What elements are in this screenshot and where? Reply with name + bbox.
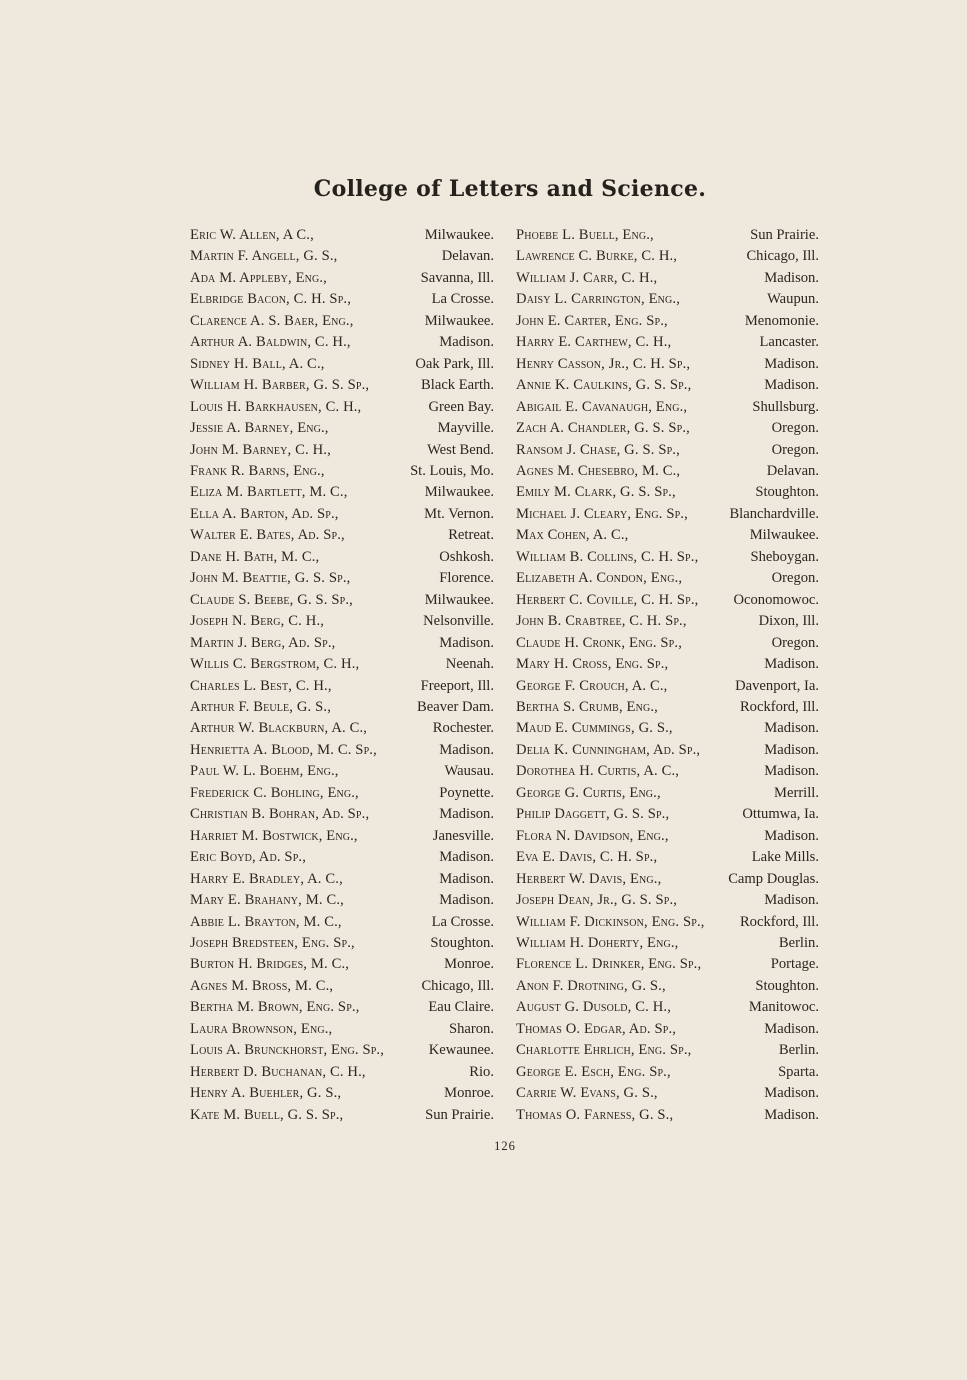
list-item [190, 482, 494, 503]
hometown: Chicago, Ill. [746, 248, 819, 265]
hometown: Milwaukee. [424, 312, 494, 329]
hometown: Rockford, Ill. [739, 913, 819, 930]
student-name: Louis A. Brunckhorst, Eng. Sp., [190, 1042, 385, 1059]
student-name: Bertha M. Brown, Eng. Sp., [190, 999, 360, 1016]
student-name: Flora N. Davidson, Eng., [516, 827, 669, 844]
list-item [516, 268, 819, 289]
student-name: Zach A. Chandler, G. S. Sp., [516, 420, 690, 437]
student-name: Harriet M. Bostwick, Eng., [190, 827, 358, 844]
list-item [190, 1105, 494, 1126]
student-name: August G. Dusold, C. H., [516, 999, 671, 1016]
hometown: Milwaukee. [424, 227, 494, 243]
student-name: Eliza M. Bartlett, M. C., [190, 484, 348, 501]
list-item [516, 847, 819, 868]
list-item [190, 332, 494, 353]
list-item [516, 890, 819, 911]
student-name: Herbert W. Davis, Eng., [516, 870, 662, 887]
list-item [516, 525, 819, 546]
hometown: Milwaukee. [749, 527, 819, 544]
hometown: Florence. [439, 570, 494, 587]
list-item [516, 1019, 819, 1040]
hometown: Dixon, Ill. [758, 613, 819, 630]
hometown: Beaver Dam. [417, 698, 494, 715]
hometown: Madison. [764, 377, 819, 394]
student-name: William B. Collins, C. H. Sp., [516, 548, 699, 565]
student-name: Elbridge Bacon, C. H. Sp., [190, 291, 352, 308]
hometown: Rockford, Ill. [739, 698, 819, 715]
list-item [516, 332, 819, 353]
hometown: Retreat. [448, 527, 494, 544]
list-item [516, 504, 819, 525]
list-item [190, 976, 494, 997]
student-name: Carrie W. Evans, G. S., [516, 1085, 658, 1102]
list-item [516, 954, 819, 975]
hometown: Lancaster. [759, 334, 819, 351]
list-item [190, 354, 494, 375]
hometown: Davenport, Ia. [735, 677, 819, 694]
student-name: Martin F. Angell, G. S., [190, 248, 338, 265]
hometown: Poynette. [439, 784, 494, 801]
hometown: Black Earth. [421, 377, 494, 394]
hometown: Freeport, Ill. [420, 677, 494, 694]
hometown: Lake Mills. [751, 849, 819, 866]
student-name: Walter E. Bates, Ad. Sp., [190, 527, 345, 544]
list-item [190, 547, 494, 568]
hometown: Sun Prairie. [750, 227, 819, 243]
student-name: Henry A. Buehler, G. S., [190, 1085, 342, 1102]
hometown: Manitowoc. [748, 999, 819, 1016]
hometown: St. Louis, Mo. [410, 462, 494, 479]
hometown: Mayville. [437, 420, 494, 437]
student-name: Harry E. Bradley, A. C., [190, 870, 343, 887]
student-name: Laura Brownson, Eng., [190, 1020, 333, 1037]
student-name: John E. Carter, Eng. Sp., [516, 312, 668, 329]
hometown: Madison. [764, 355, 819, 372]
list-item [190, 761, 494, 782]
student-name: Florence L. Drinker, Eng. Sp., [516, 956, 702, 973]
hometown: Chicago, Ill. [421, 977, 494, 994]
list-item [190, 676, 494, 697]
student-name: Philip Daggett, G. S. Sp., [516, 806, 670, 823]
hometown: Stoughton. [755, 484, 819, 501]
student-name: Eric Boyd, Ad. Sp., [190, 849, 307, 866]
list-item [190, 1062, 494, 1083]
list-item [516, 1083, 819, 1104]
hometown: Sharon. [449, 1020, 494, 1037]
list-item [516, 869, 819, 890]
list-item [516, 740, 819, 761]
hometown: Berlin. [778, 934, 819, 951]
hometown: Madison. [439, 806, 494, 823]
hometown: Shullsburg. [752, 398, 819, 415]
student-name: Joseph Dean, Jr., G. S. Sp., [516, 892, 678, 909]
list-item [190, 718, 494, 739]
list-item [190, 375, 494, 396]
list-item [516, 1062, 819, 1083]
hometown: Madison. [439, 870, 494, 887]
list-item [516, 289, 819, 310]
hometown: Oak Park, Ill. [415, 355, 494, 372]
list-item [190, 525, 494, 546]
hometown: Oshkosh. [439, 548, 494, 565]
student-name: Joseph N. Berg, C. H., [190, 613, 325, 630]
list-item [190, 654, 494, 675]
student-name: Harry E. Carthew, C. H., [516, 334, 672, 351]
hometown: Madison. [439, 334, 494, 351]
list-item [516, 761, 819, 782]
list-item [516, 654, 819, 675]
student-name: George G. Curtis, Eng., [516, 784, 661, 801]
hometown: Kewaunee. [428, 1042, 494, 1059]
hometown: Madison. [764, 1085, 819, 1102]
list-item [516, 418, 819, 439]
page-number: 126 [494, 1139, 516, 1153]
list-item [190, 440, 494, 461]
hometown: Madison. [439, 741, 494, 758]
list-item [190, 954, 494, 975]
hometown: Delavan. [766, 462, 819, 479]
left-column-list [190, 225, 494, 1126]
student-name: Mary E. Brahany, M. C., [190, 892, 344, 909]
hometown: Madison. [764, 1020, 819, 1037]
student-name: Clarence A. S. Baer, Eng., [190, 312, 354, 329]
list-item [190, 783, 494, 804]
hometown: Wausau. [444, 763, 494, 780]
hometown: Blanchardville. [729, 505, 819, 522]
student-name: Phoebe L. Buell, Eng., [516, 227, 654, 243]
hometown: La Crosse. [431, 913, 494, 930]
hometown: Madison. [439, 892, 494, 909]
list-item [190, 697, 494, 718]
student-name: Delia K. Cunningham, Ad. Sp., [516, 741, 701, 758]
student-name: Thomas O. Farness, G. S., [516, 1106, 674, 1123]
hometown: Sun Prairie. [425, 1106, 494, 1123]
hometown: Madison. [764, 892, 819, 909]
student-name: Kate M. Buell, G. S. Sp., [190, 1106, 344, 1123]
list-item [190, 611, 494, 632]
hometown: Rochester. [432, 720, 494, 737]
list-item [516, 718, 819, 739]
hometown: Eau Claire. [428, 999, 494, 1016]
hometown: Sheboygan. [750, 548, 819, 565]
student-name: Arthur A. Baldwin, C. H., [190, 334, 351, 351]
student-name: Annie K. Caulkins, G. S. Sp., [516, 377, 692, 394]
list-item [190, 826, 494, 847]
hometown: La Crosse. [431, 291, 494, 308]
hometown: Milwaukee. [424, 591, 494, 608]
student-name: Agnes M. Bross, M. C., [190, 977, 334, 994]
list-item [190, 461, 494, 482]
hometown: Madison. [764, 827, 819, 844]
student-name: John M. Barney, C. H., [190, 441, 331, 458]
student-name: Herbert C. Coville, C. H. Sp., [516, 591, 699, 608]
student-name: Abbie L. Brayton, M. C., [190, 913, 342, 930]
hometown: Madison. [764, 269, 819, 286]
list-item [516, 933, 819, 954]
student-name: Lawrence C. Burke, C. H., [516, 248, 678, 265]
student-name: Thomas O. Edgar, Ad. Sp., [516, 1020, 677, 1037]
list-item [516, 590, 819, 611]
list-item [190, 1019, 494, 1040]
student-name: Ada M. Appleby, Eng., [190, 269, 327, 286]
hometown: Oconomowoc. [733, 591, 819, 608]
student-name: Jessie A. Barney, Eng., [190, 420, 329, 437]
list-item [516, 225, 819, 246]
list-item [516, 611, 819, 632]
list-item [516, 461, 819, 482]
student-name: John B. Crabtree, C. H. Sp., [516, 613, 687, 630]
student-name: Elizabeth A. Condon, Eng., [516, 570, 683, 587]
list-item [190, 933, 494, 954]
student-name: Henry Casson, Jr., C. H. Sp., [516, 355, 691, 372]
hometown: Madison. [764, 656, 819, 673]
list-item [516, 568, 819, 589]
hometown: Stoughton. [430, 934, 494, 951]
hometown: Sparta. [778, 1063, 819, 1080]
hometown: Delavan. [441, 248, 494, 265]
student-name: Joseph Bredsteen, Eng. Sp., [190, 934, 355, 951]
student-name: William H. Barber, G. S. Sp., [190, 377, 370, 394]
hometown: Madison. [764, 763, 819, 780]
list-item [516, 547, 819, 568]
hometown: Monroe. [444, 1085, 494, 1102]
student-name: John M. Beattie, G. S. Sp., [190, 570, 351, 587]
student-name: Claude S. Beebe, G. S. Sp., [190, 591, 353, 608]
list-item [516, 375, 819, 396]
list-item [516, 826, 819, 847]
student-name: Ransom J. Chase, G. S. Sp., [516, 441, 680, 458]
student-name: Martin J. Berg, Ad. Sp., [190, 634, 336, 651]
student-name: Charlotte Ehrlich, Eng. Sp., [516, 1042, 692, 1059]
student-name: William H. Doherty, Eng., [516, 934, 679, 951]
list-item [516, 976, 819, 997]
student-name: Mary H. Cross, Eng. Sp., [516, 656, 669, 673]
hometown: Madison. [439, 849, 494, 866]
list-item [516, 697, 819, 718]
student-name: Abigail E. Cavanaugh, Eng., [516, 398, 688, 415]
list-item [516, 1040, 819, 1061]
student-name: Paul W. L. Boehm, Eng., [190, 763, 339, 780]
list-item [190, 590, 494, 611]
student-name: George E. Esch, Eng. Sp., [516, 1063, 671, 1080]
list-item [516, 397, 819, 418]
list-item [190, 847, 494, 868]
student-name: Sidney H. Ball, A. C., [190, 355, 325, 372]
list-item [190, 997, 494, 1018]
list-item [190, 912, 494, 933]
list-item [516, 1105, 819, 1126]
list-item [190, 1040, 494, 1061]
student-name: Louis H. Barkhausen, C. H., [190, 398, 362, 415]
list-item [516, 440, 819, 461]
hometown: Waupun. [767, 291, 819, 308]
hometown: West Bend. [427, 441, 494, 458]
hometown: Madison. [764, 720, 819, 737]
list-item [516, 633, 819, 654]
hometown: Ottumwa, Ia. [742, 806, 819, 823]
hometown: Camp Douglas. [728, 870, 819, 887]
hometown: Madison. [764, 741, 819, 758]
hometown: Stoughton. [755, 977, 819, 994]
student-name: Eva E. Davis, C. H. Sp., [516, 849, 658, 866]
hometown: Oregon. [771, 441, 819, 458]
list-item [516, 246, 819, 267]
student-name: Willis C. Bergstrom, C. H., [190, 656, 360, 673]
list-item [190, 246, 494, 267]
student-name: Ella A. Barton, Ad. Sp., [190, 505, 339, 522]
student-name: Anon F. Drotning, G. S., [516, 977, 666, 994]
student-name: Eric W. Allen, A C., [190, 227, 314, 243]
hometown: Berlin. [778, 1042, 819, 1059]
student-name: Christian B. Bohran, Ad. Sp., [190, 806, 370, 823]
list-item [516, 676, 819, 697]
student-name: Dane H. Bath, M. C., [190, 548, 320, 565]
student-name: Agnes M. Chesebro, M. C., [516, 462, 681, 479]
hometown: Menomonie. [744, 312, 819, 329]
student-name: Charles L. Best, C. H., [190, 677, 332, 694]
student-name: Herbert D. Buchanan, C. H., [190, 1063, 366, 1080]
student-name: Burton H. Bridges, M. C., [190, 956, 350, 973]
page-title: College of Letters and Science. [313, 176, 707, 202]
list-item [516, 354, 819, 375]
student-name: Michael J. Cleary, Eng. Sp., [516, 505, 688, 522]
student-name: Dorothea H. Curtis, A. C., [516, 763, 680, 780]
hometown: Mt. Vernon. [424, 505, 494, 522]
list-item [190, 311, 494, 332]
list-item [190, 804, 494, 825]
hometown: Savanna, Ill. [420, 269, 494, 286]
list-item [190, 869, 494, 890]
list-item [190, 225, 494, 246]
list-item [516, 783, 819, 804]
list-item [190, 1083, 494, 1104]
list-item [190, 890, 494, 911]
list-item [516, 997, 819, 1018]
hometown: Green Bay. [428, 398, 494, 415]
hometown: Madison. [764, 1106, 819, 1123]
list-item [190, 289, 494, 310]
student-name: Bertha S. Crumb, Eng., [516, 698, 658, 715]
list-item [516, 311, 819, 332]
student-name: William J. Carr, C. H., [516, 269, 658, 286]
student-name: Emily M. Clark, G. S. Sp., [516, 484, 676, 501]
student-name: Daisy L. Carrington, Eng., [516, 291, 681, 308]
list-item [516, 912, 819, 933]
list-item [190, 568, 494, 589]
student-name: Arthur W. Blackburn, A. C., [190, 720, 368, 737]
hometown: Neenah. [445, 656, 494, 673]
list-item [190, 418, 494, 439]
hometown: Janesville. [432, 827, 494, 844]
hometown: Madison. [439, 634, 494, 651]
hometown: Oregon. [771, 420, 819, 437]
student-name: Maud E. Cummings, G. S., [516, 720, 673, 737]
student-name: Frank R. Barns, Eng., [190, 462, 325, 479]
hometown: Oregon. [771, 570, 819, 587]
list-item [190, 397, 494, 418]
hometown: Oregon. [771, 634, 819, 651]
hometown: Merrill. [774, 784, 819, 801]
hometown: Rio. [469, 1063, 494, 1080]
student-name: Claude H. Cronk, Eng. Sp., [516, 634, 682, 651]
student-name: Arthur F. Beule, G. S., [190, 698, 331, 715]
hometown: Nelsonville. [423, 613, 494, 630]
list-item [516, 482, 819, 503]
hometown: Monroe. [444, 956, 494, 973]
list-item [516, 804, 819, 825]
hometown: Milwaukee. [424, 484, 494, 501]
student-name: William F. Dickinson, Eng. Sp., [516, 913, 705, 930]
list-item [190, 633, 494, 654]
right-column-list [516, 225, 819, 1126]
student-name: Frederick C. Bohling, Eng., [190, 784, 359, 801]
student-name: George F. Crouch, A. C., [516, 677, 668, 694]
student-name: Henrietta A. Blood, M. C. Sp., [190, 741, 377, 758]
list-item [190, 268, 494, 289]
hometown: Portage. [770, 956, 819, 973]
list-item [190, 504, 494, 525]
student-name: Max Cohen, A. C., [516, 527, 629, 544]
list-item [190, 740, 494, 761]
